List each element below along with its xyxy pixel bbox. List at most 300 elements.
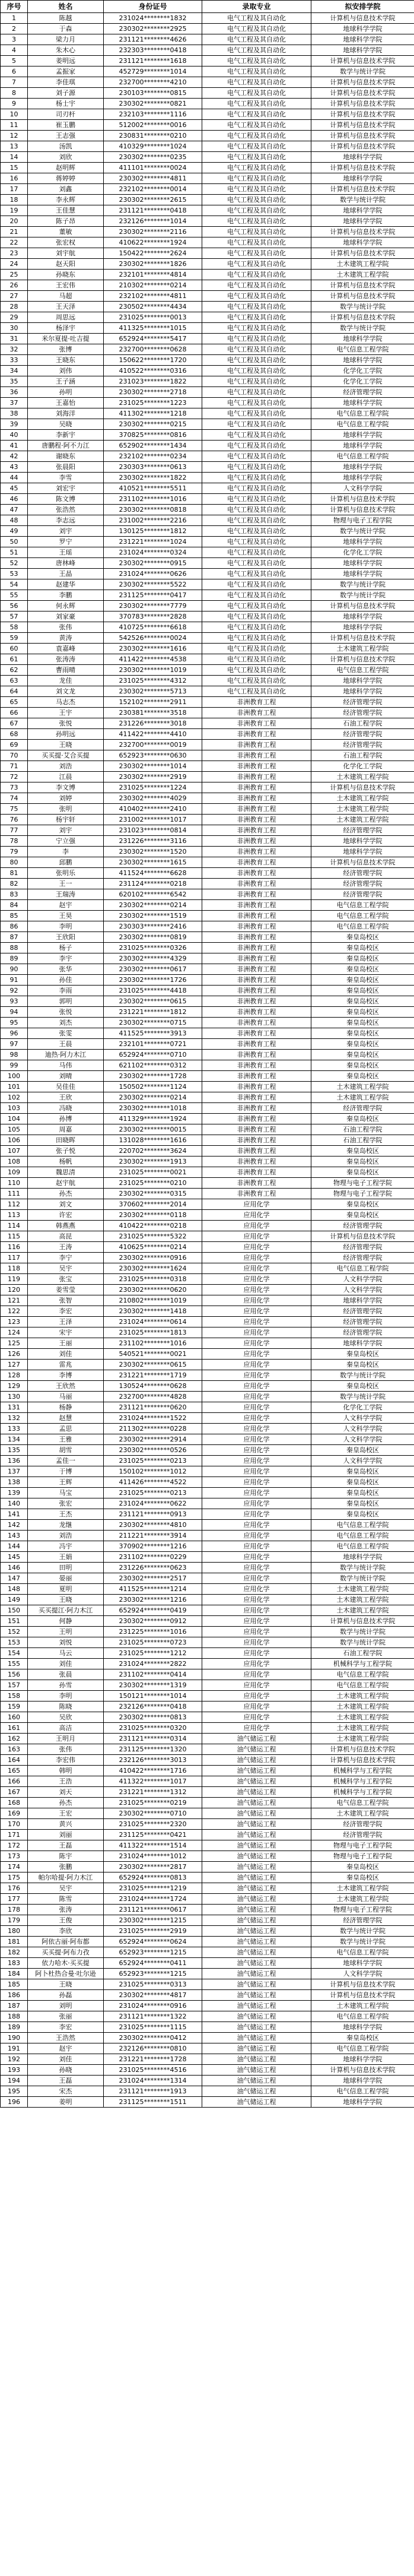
cell-index: 110 [1,1178,28,1189]
table-row [1,815,414,825]
cell-index: 57 [1,611,28,622]
cell-index: 121 [1,1295,28,1306]
cell-college: 土木建筑工程学院 [311,1894,414,1905]
cell-college: 计算机与信息技术学院 [311,312,414,323]
cell-id-number: 231024********0324 [104,547,202,558]
cell-major: 电气工程及其自动化 [202,120,311,131]
cell-major: 应用化学 [202,1413,311,1424]
cell-index: 189 [1,2022,28,2033]
cell-id-number: 152102********2911 [104,697,202,708]
cell-college: 秦皇岛校区 [311,975,414,986]
cell-index: 18 [1,195,28,205]
table-row [1,1712,414,1723]
cell-id-number: 232101********4814 [104,270,202,280]
cell-major: 电气工程及其自动化 [202,227,311,237]
cell-name: 张博 [28,344,104,355]
cell-major: 油气储运工程 [202,1926,311,1937]
cell-college: 经济管理学院 [311,708,414,718]
cell-name: 于博 [28,1466,104,1477]
cell-major: 非洲教育工程 [202,1178,311,1189]
cell-name: 刘晴 [28,1071,104,1082]
cell-index: 44 [1,473,28,483]
cell-id-number: 410625********0214 [104,1242,202,1253]
table-row [1,248,414,259]
cell-id-number: 231102********1016 [104,494,202,505]
table-row [1,964,414,975]
cell-major: 非洲教育工程 [202,868,311,879]
cell-major: 油气储运工程 [202,1808,311,1819]
cell-id-number: 231002********2216 [104,515,202,526]
cell-id-number: 230302********0235 [104,152,202,163]
cell-college: 电气信息工程学院 [311,1798,414,1808]
cell-id-number: 232102********0014 [104,184,202,195]
cell-name: 王辉 [28,1477,104,1488]
cell-index: 7 [1,77,28,88]
cell-college: 计算机与信息技术学院 [311,141,414,152]
cell-name: 宋宇 [28,1327,104,1338]
cell-college: 机械科学与工程学院 [311,1659,414,1669]
cell-college: 经济管理学院 [311,889,414,900]
cell-college: 经济管理学院 [311,879,414,889]
cell-index: 166 [1,1776,28,1787]
table-row [1,398,414,408]
cell-index: 187 [1,2001,28,2011]
cell-major: 应用化学 [202,1552,311,1563]
cell-name: 董敏 [28,227,104,237]
cell-college: 地球科学学院 [311,836,414,847]
cell-college: 地球科学学院 [311,558,414,569]
cell-id-number: 230303********0613 [104,462,202,473]
cell-id-number: 620102********6542 [104,889,202,900]
cell-college: 经济管理学院 [311,1819,414,1830]
cell-college: 电气信息工程学院 [311,921,414,932]
cell-index: 143 [1,1531,28,1541]
cell-id-number: 230302********0912 [104,1616,202,1627]
cell-name: 胡雪 [28,1445,104,1456]
cell-name: 杨帆 [28,1156,104,1167]
cell-name: 张明 [28,804,104,815]
cell-index: 4 [1,45,28,56]
header-major: 录取专业 [202,1,311,13]
cell-index: 65 [1,697,28,708]
cell-name: 刘悦 [28,1637,104,1648]
cell-name: 王欣然 [28,1381,104,1392]
cell-name: 高昆 [28,1231,104,1242]
cell-college: 计算机与信息技术学院 [311,291,414,302]
cell-name: 王晓 [28,1979,104,1990]
cell-index: 60 [1,644,28,654]
cell-major: 非洲教育工程 [202,740,311,750]
cell-index: 9 [1,99,28,109]
cell-name: 张明乐 [28,868,104,879]
table-row [1,1039,414,1050]
cell-name: 张悦 [28,1007,104,1018]
cell-college: 地球科学学院 [311,205,414,216]
table-row [1,1573,414,1584]
cell-major: 应用化学 [202,1221,311,1231]
cell-id-number: 231121********0314 [104,1734,202,1744]
cell-major: 电气工程及其自动化 [202,280,311,291]
cell-id-number: 652924********0624 [104,1937,202,1947]
cell-id-number: 230302********1319 [104,1680,202,1691]
cell-name: 马云 [28,1648,104,1659]
cell-index: 142 [1,1520,28,1531]
table-row [1,686,414,697]
cell-index: 62 [1,665,28,676]
cell-major: 应用化学 [202,1584,311,1595]
cell-college: 经济管理学院 [311,1103,414,1114]
cell-name: 刘海洋 [28,408,104,419]
cell-college: 经济管理学院 [311,1830,414,1840]
cell-college: 计算机与信息技术学院 [311,13,414,24]
cell-name: 黄涛 [28,633,104,644]
table-row [1,366,414,376]
cell-id-number: 231121********0617 [104,1905,202,1915]
table-row [1,1851,414,1862]
cell-id-number: 230302********0819 [104,932,202,943]
cell-id-number: 231125********0421 [104,1830,202,1840]
table-row [1,1616,414,1627]
cell-id-number: 231221********1024 [104,537,202,547]
table-row [1,1338,414,1349]
cell-major: 电气工程及其自动化 [202,547,311,558]
cell-id-number: 232700********4828 [104,1392,202,1402]
table-row [1,697,414,708]
cell-id-number: 232102********4811 [104,291,202,302]
cell-id-number: 231002********1017 [104,815,202,825]
table-row [1,1360,414,1370]
cell-name: 雷兆 [28,1360,104,1370]
table-row [1,1691,414,1702]
cell-id-number: 652924********0411 [104,1958,202,1969]
cell-major: 电气工程及其自动化 [202,216,311,227]
cell-name: 王浩 [28,1776,104,1787]
cell-name: 买买提·艾合买提 [28,750,104,761]
table-row [1,590,414,601]
cell-college: 经济管理学院 [311,387,414,398]
cell-college: 数学与统计学院 [311,1627,414,1637]
cell-college: 电气信息工程学院 [311,2043,414,2054]
cell-name: 陈宇 [28,1851,104,1862]
cell-name: 赵宇航 [28,1178,104,1189]
cell-id-number: 232101********0721 [104,1039,202,1050]
cell-index: 72 [1,772,28,782]
cell-major: 应用化学 [202,1563,311,1573]
cell-major: 电气工程及其自动化 [202,505,311,515]
cell-major: 电气工程及其自动化 [202,312,311,323]
cell-name: 蒋婷婷 [28,173,104,184]
cell-index: 118 [1,1263,28,1274]
cell-index: 156 [1,1669,28,1680]
cell-college: 土木建筑工程学院 [311,1595,414,1605]
cell-index: 126 [1,1349,28,1360]
cell-id-number: 230302********1216 [104,1595,202,1605]
cell-index: 130 [1,1392,28,1402]
cell-college: 经济管理学院 [311,729,414,740]
table-row [1,793,414,804]
cell-college: 计算机与信息技术学院 [311,782,414,793]
table-row [1,344,414,355]
cell-id-number: 230302********2817 [104,1862,202,1872]
cell-name: 马宝 [28,1488,104,1498]
cell-index: 59 [1,633,28,644]
table-row [1,355,414,366]
cell-major: 油气储运工程 [202,1958,311,1969]
cell-major: 电气工程及其自动化 [202,451,311,462]
cell-major: 非洲教育工程 [202,986,311,996]
cell-id-number: 231226********3116 [104,836,202,847]
cell-index: 34 [1,366,28,376]
cell-college: 计算机与信息技术学院 [311,56,414,66]
cell-name: 唐鹏程·阿不力江 [28,441,104,451]
table-row [1,804,414,815]
table-row [1,1124,414,1135]
cell-name: 孙晓 [28,2065,104,2076]
table-row [1,387,414,398]
cell-id-number: 370602********2014 [104,1199,202,1210]
cell-index: 39 [1,419,28,430]
table-row [1,1541,414,1552]
table-body [1,13,414,2108]
cell-id-number: 231025********4418 [104,986,202,996]
cell-id-number: 210302********0214 [104,280,202,291]
table-row [1,494,414,505]
cell-name: 刘宇航 [28,248,104,259]
cell-major: 非洲教育工程 [202,953,311,964]
cell-name: 孙晓东 [28,270,104,280]
cell-name: 李鹏 [28,590,104,601]
cell-id-number: 210802********1019 [104,1295,202,1306]
cell-index: 169 [1,1808,28,1819]
table-row [1,1295,414,1306]
cell-major: 应用化学 [202,1338,311,1349]
cell-major: 电气工程及其自动化 [202,99,311,109]
cell-name: 马丽 [28,1392,104,1402]
cell-name: 黄兴 [28,1819,104,1830]
cell-major: 油气储运工程 [202,2043,311,2054]
cell-major: 应用化学 [202,1541,311,1552]
cell-index: 150 [1,1605,28,1616]
cell-id-number: 231221********1728 [104,2054,202,2065]
cell-college: 计算机与信息技术学院 [311,1979,414,1990]
cell-id-number: 411325********1015 [104,323,202,334]
cell-major: 油气储运工程 [202,1872,311,1883]
cell-name: 龙继 [28,1520,104,1531]
cell-major: 电气工程及其自动化 [202,676,311,686]
cell-college: 地球科学学院 [311,569,414,579]
cell-id-number: 230302********1822 [104,473,202,483]
cell-major: 油气储运工程 [202,1766,311,1776]
cell-college: 电气信息工程学院 [311,665,414,676]
cell-id-number: 232103********1116 [104,109,202,120]
cell-index: 115 [1,1231,28,1242]
cell-index: 46 [1,494,28,505]
cell-index: 188 [1,2011,28,2022]
cell-id-number: 231024********0622 [104,1498,202,1509]
cell-id-number: 411422********4538 [104,654,202,665]
cell-college: 石油工程学院 [311,750,414,761]
cell-college: 经济管理学院 [311,1915,414,1926]
cell-college: 电气信息工程学院 [311,1520,414,1531]
cell-name: 司刃杆 [28,109,104,120]
cell-index: 69 [1,740,28,750]
cell-major: 油气储运工程 [202,1840,311,1851]
cell-index: 113 [1,1210,28,1221]
cell-index: 123 [1,1317,28,1327]
cell-id-number: 231025********0219 [104,1798,202,1808]
cell-major: 电气工程及其自动化 [202,334,311,344]
cell-index: 29 [1,312,28,323]
cell-major: 应用化学 [202,1680,311,1691]
cell-name: 李志远 [28,515,104,526]
cell-id-number: 231025********0723 [104,1637,202,1648]
cell-id-number: 230302********5713 [104,686,202,697]
cell-college: 地球科学学院 [311,473,414,483]
cell-college: 化学化工学院 [311,1402,414,1413]
table-row [1,2033,414,2043]
cell-index: 73 [1,782,28,793]
cell-id-number: 231025********0313 [104,1979,202,1990]
table-row [1,2011,414,2022]
cell-id-number: 231121********1913 [104,2086,202,2097]
cell-major: 非洲教育工程 [202,1114,311,1124]
table-row [1,1028,414,1039]
table-row [1,1210,414,1221]
cell-college: 电气信息工程学院 [311,2011,414,2022]
cell-index: 180 [1,1926,28,1937]
table-row [1,1060,414,1071]
cell-index: 138 [1,1477,28,1488]
cell-major: 电气工程及其自动化 [202,558,311,569]
table-row [1,1798,414,1808]
cell-college: 土木建筑工程学院 [311,1702,414,1712]
table-row [1,718,414,729]
table-row [1,1263,414,1274]
table-row [1,1840,414,1851]
cell-index: 79 [1,847,28,857]
cell-major: 应用化学 [202,1349,311,1360]
cell-name: 刘浩 [28,1531,104,1541]
cell-id-number: 232700********0628 [104,344,202,355]
table-row [1,184,414,195]
cell-index: 151 [1,1616,28,1627]
cell-name: 李宏 [28,1306,104,1317]
cell-college: 秦皇岛校区 [311,1060,414,1071]
cell-major: 电气工程及其自动化 [202,366,311,376]
cell-index: 104 [1,1114,28,1124]
table-row [1,1669,414,1680]
table-row [1,1509,414,1520]
table-row [1,1477,414,1488]
cell-college: 经济管理学院 [311,825,414,836]
cell-id-number: 230302********0015 [104,1124,202,1135]
table-row [1,1156,414,1167]
cell-name: 李永辉 [28,195,104,205]
cell-name: 杨子 [28,943,104,953]
cell-major: 应用化学 [202,1306,311,1317]
cell-index: 96 [1,1028,28,1039]
cell-major: 电气工程及其自动化 [202,515,311,526]
cell-index: 139 [1,1488,28,1498]
cell-major: 应用化学 [202,1231,311,1242]
cell-major: 电气工程及其自动化 [202,237,311,248]
cell-name: 李明 [28,1691,104,1702]
cell-college: 秦皇岛校区 [311,1349,414,1360]
cell-college: 人文科学学院 [311,1413,414,1424]
cell-major: 电气工程及其自动化 [202,611,311,622]
cell-name: 于森 [28,24,104,34]
cell-college: 秦皇岛校区 [311,2033,414,2043]
cell-college: 计算机与信息技术学院 [311,1616,414,1627]
cell-college: 计算机与信息技术学院 [311,1990,414,2001]
table-row [1,1883,414,1894]
cell-name: 刘伟 [28,366,104,376]
cell-college: 数学与统计学院 [311,302,414,312]
cell-id-number: 230302********1728 [104,1071,202,1082]
cell-id-number: 230302********4811 [104,173,202,184]
cell-id-number: 211302********0228 [104,1424,202,1434]
cell-id-number: 231024********0614 [104,1317,202,1327]
table-row [1,900,414,911]
cell-index: 172 [1,1840,28,1851]
cell-major: 非洲教育工程 [202,804,311,815]
header-college: 拟安排学院 [311,1,414,13]
cell-name: 梁力月 [28,34,104,45]
cell-name: 刘佳 [28,1349,104,1360]
table-row [1,1648,414,1659]
cell-index: 53 [1,569,28,579]
cell-major: 非洲教育工程 [202,750,311,761]
cell-id-number: 410622********1924 [104,237,202,248]
cell-name: 王欣 [28,1092,104,1103]
cell-id-number: 232126********0810 [104,2043,202,2054]
cell-college: 机械科学与工程学院 [311,1787,414,1798]
cell-major: 非洲教育工程 [202,1082,311,1092]
cell-major: 电气工程及其自动化 [202,601,311,611]
cell-college: 秦皇岛校区 [311,964,414,975]
cell-index: 85 [1,911,28,921]
cell-id-number: 621102********0312 [104,1060,202,1071]
cell-index: 102 [1,1092,28,1103]
cell-major: 油气储运工程 [202,2022,311,2033]
cell-index: 196 [1,2097,28,2108]
cell-major: 非洲教育工程 [202,1060,311,1071]
cell-id-number: 230302********4810 [104,1520,202,1531]
cell-name: 孟佳一 [28,1456,104,1466]
table-row [1,633,414,644]
cell-index: 129 [1,1381,28,1392]
cell-name: 赵宇 [28,2043,104,2054]
cell-id-number: 411525********3913 [104,1028,202,1039]
table-row [1,1114,414,1124]
cell-name: 王嘉怡 [28,398,104,408]
cell-name: 吴宇 [28,1883,104,1894]
cell-index: 167 [1,1787,28,1798]
cell-name: 张丽 [28,2011,104,2022]
cell-name: 王宏伟 [28,280,104,291]
cell-id-number: 231125********0417 [104,590,202,601]
cell-major: 应用化学 [202,1691,311,1702]
cell-college: 计算机与信息技术学院 [311,77,414,88]
table-row [1,1595,414,1605]
cell-index: 116 [1,1242,28,1253]
cell-name: 刘欣 [28,152,104,163]
cell-major: 油气储运工程 [202,2086,311,2097]
cell-name: 高洁 [28,1723,104,1734]
cell-name: 买买提江·阿力木江 [28,1605,104,1616]
cell-major: 非洲教育工程 [202,1071,311,1082]
cell-id-number: 231025********1219 [104,1883,202,1894]
